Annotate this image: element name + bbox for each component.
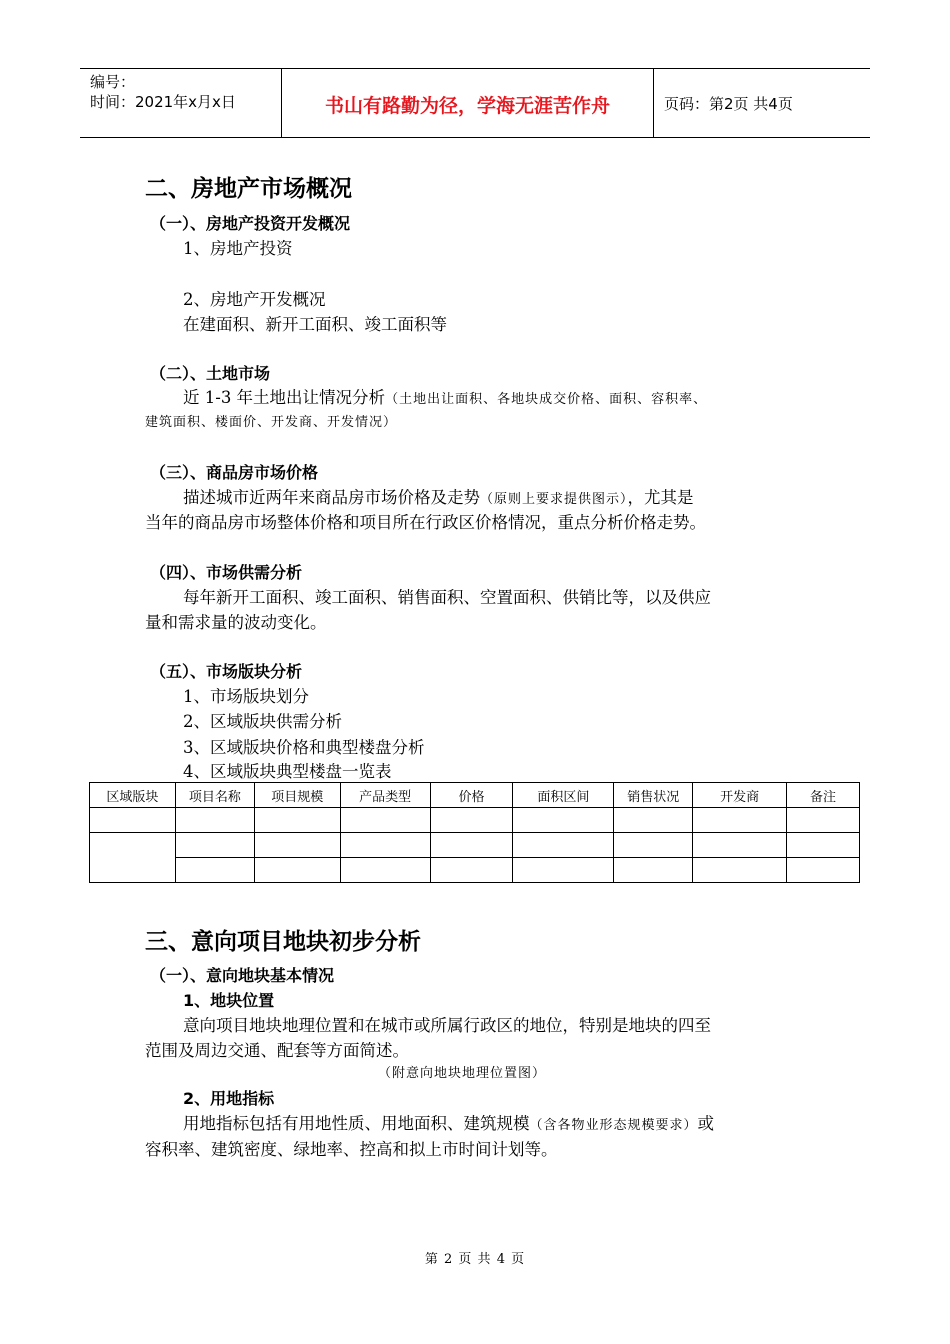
section-title: 三、意向项目地块初步分析 (145, 929, 421, 955)
paragraph: 量和需求量的波动变化。 (145, 613, 327, 632)
list-item: 1、房地产投资 (183, 239, 293, 258)
table-cell (693, 858, 787, 883)
table-cell (430, 808, 513, 833)
list-item: 1、市场版块划分 (183, 687, 309, 706)
paragraph-text: 描述城市近两年来商品房市场价格及走势 (183, 488, 480, 507)
subsection-title: （四）、市场供需分析 (150, 563, 303, 582)
paragraph (183, 384, 707, 408)
subsection-title: （一）、房地产投资开发概况 (150, 214, 351, 233)
table-row (90, 808, 860, 833)
table-header-cell: 销售状况 (614, 783, 693, 808)
paragraph: 容积率、建筑密度、绿地率、控高和拟上市时间计划等。 (145, 1140, 558, 1159)
table-header-row (90, 783, 860, 808)
list-item: 3、区域版块价格和典型楼盘分析 (183, 738, 425, 757)
paragraph (183, 484, 694, 508)
paragraph-note: （含各物业形态规模要求） (529, 1118, 698, 1133)
paragraph: 范围及周边交通、配套等方面简述。 (145, 1041, 409, 1060)
section-title: 二、房地产市场概况 (145, 176, 352, 202)
project-table (89, 782, 860, 883)
time-label: 时间：2021年x月x日 (90, 93, 236, 111)
subsection-title: （二）、土地市场 (150, 364, 271, 383)
table-cell (90, 808, 176, 833)
subsection-title: 1、地块位置 (183, 991, 275, 1010)
table-cell (340, 858, 430, 883)
table-header-cell: 价格 (430, 783, 513, 808)
table-cell (340, 808, 430, 833)
paragraph-note: （原则上要求提供图示） (480, 492, 628, 507)
page-footer: 第 2 页 共 4 页 (424, 1252, 526, 1267)
paragraph-text: ，尤其是 (627, 488, 694, 507)
table-header-cell: 开发商 (693, 783, 787, 808)
list-item: 2、房地产开发概况 (183, 290, 326, 309)
table-header-cell: 备注 (787, 783, 860, 808)
table-header-cell: 项目名称 (175, 783, 254, 808)
header-divider (653, 69, 654, 137)
table-cell (787, 858, 860, 883)
table-row (90, 833, 860, 858)
table-cell (340, 833, 430, 858)
list-item: 2、区域版块供需分析 (183, 712, 342, 731)
table-cell (614, 858, 693, 883)
table-cell (513, 858, 614, 883)
paragraph-text: 或 (697, 1114, 715, 1133)
header-page-info: 页码：第2页 共4页 (664, 95, 793, 113)
table-cell (175, 858, 254, 883)
table-cell (614, 808, 693, 833)
paragraph-text: 用地指标包括有用地性质、用地面积、建筑规模 (183, 1114, 530, 1133)
table-cell (513, 808, 614, 833)
paragraph-note: （土地出让面积、各地块成交价格、面积、容积率、 (385, 392, 708, 407)
subsection-title: 2、用地指标 (183, 1089, 275, 1108)
header-meta (90, 72, 236, 112)
table-cell (430, 833, 513, 858)
list-item: 4、区域版块典型楼盘一览表 (183, 762, 392, 781)
page-header (80, 68, 870, 138)
paragraph: 每年新开工面积、竣工面积、销售面积、空置面积、供销比等，以及供应 (183, 588, 711, 607)
paragraph (183, 1110, 714, 1134)
table-cell (513, 833, 614, 858)
table-cell (614, 833, 693, 858)
table-cell (175, 833, 254, 858)
table-cell (175, 808, 254, 833)
table-cell (693, 833, 787, 858)
number-label: 编号： (90, 73, 136, 91)
paragraph-note: 建筑面积、楼面价、开发商、开发情况） (145, 415, 398, 430)
table-cell (254, 833, 340, 858)
subsection-title: （三）、商品房市场价格 (150, 463, 319, 482)
figure-note: （附意向地块地理位置图） (378, 1066, 547, 1081)
table-cell (430, 858, 513, 883)
table-header-cell: 区域版块 (90, 783, 176, 808)
table-cell (787, 808, 860, 833)
subsection-title: （一）、意向地块基本情况 (150, 966, 335, 985)
table-row (90, 858, 860, 883)
paragraph-text: 近 1-3 年土地出让情况分析 (183, 388, 386, 407)
subsection-title: （五）、市场版块分析 (150, 662, 303, 681)
paragraph: 在建面积、新开工面积、竣工面积等 (183, 315, 447, 334)
table-header-cell: 面积区间 (513, 783, 614, 808)
table-header-cell: 产品类型 (340, 783, 430, 808)
paragraph: 意向项目地块地理位置和在城市或所属行政区的地位，特别是地块的四至 (183, 1016, 711, 1035)
table-header-cell: 项目规模 (254, 783, 340, 808)
header-motto: 书山有路勤为径，学海无涯苦作舟 (324, 95, 610, 117)
table-cell (90, 833, 176, 883)
table-cell (254, 858, 340, 883)
table-cell (787, 833, 860, 858)
paragraph: 当年的商品房市场整体价格和项目所在行政区价格情况，重点分析价格走势。 (145, 513, 706, 532)
table-cell (254, 808, 340, 833)
table-cell (693, 808, 787, 833)
